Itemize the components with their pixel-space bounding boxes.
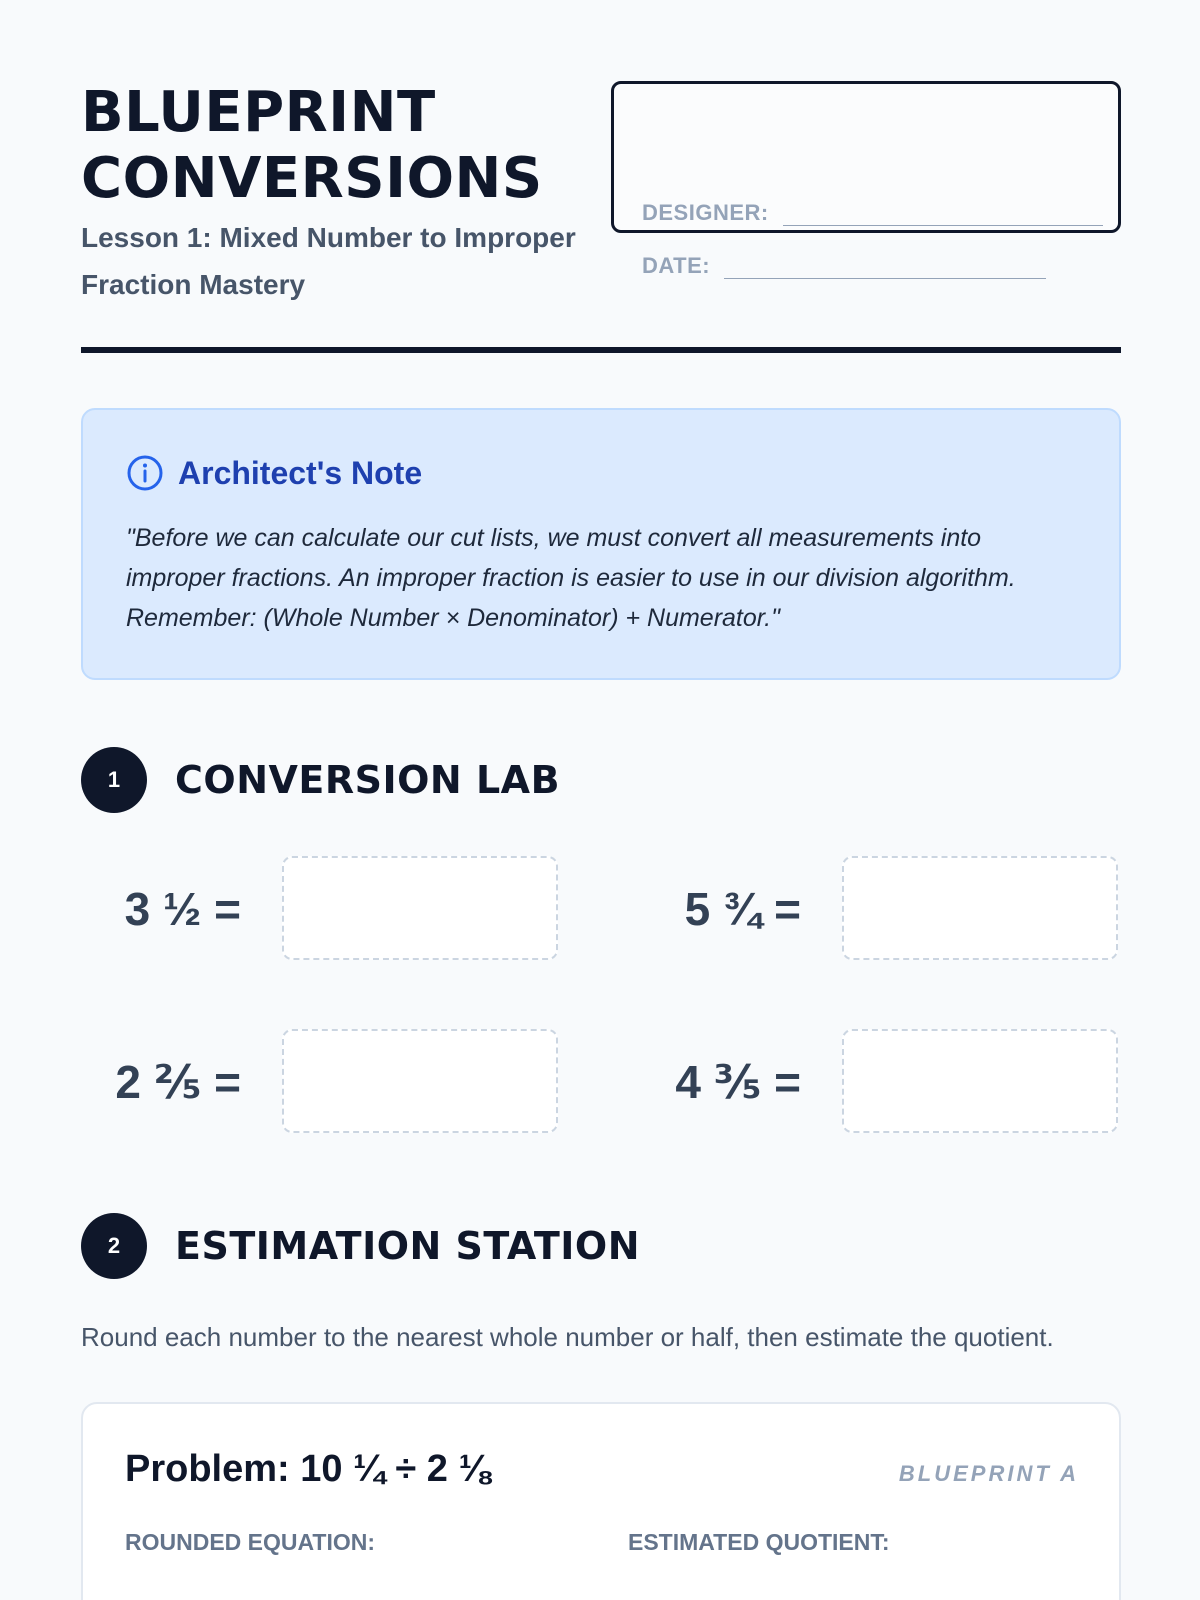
designer-label: DESIGNER: (642, 200, 769, 225)
section-title: ESTIMATION STATION (175, 1224, 641, 1268)
section-title: CONVERSION LAB (175, 758, 561, 802)
section-estimation-station (81, 1213, 640, 1279)
section-number-badge: 1 (81, 747, 147, 813)
answer-box[interactable] (842, 856, 1118, 960)
problem-label: 3 ½ = (124, 883, 241, 935)
designer-row (642, 200, 1103, 226)
page-subtitle: Lesson 1: Mixed Number to Improper Fraction Mastery (81, 222, 576, 300)
note-text: "Before we can calculate our cut lists, we must convert all measurements into improper fractions. An improper fraction is easier to use in our division algorithm. Remember: (Whole Number × Denominator) + Numerator." (126, 524, 1016, 632)
answer-box[interactable] (282, 856, 558, 960)
problem-label: 2 ⅖ = (115, 1056, 241, 1108)
problem-label: 4 ⅗ = (675, 1056, 801, 1108)
date-row (642, 253, 1046, 279)
section-number-badge: 2 (81, 1213, 147, 1279)
page-title (81, 80, 543, 212)
note-header (126, 454, 422, 492)
designer-date-box (611, 81, 1121, 278)
date-field[interactable] (724, 257, 1046, 279)
answer-box[interactable] (842, 1029, 1118, 1133)
date-label: DATE: (642, 253, 711, 278)
info-icon (126, 454, 164, 492)
title-line-1: BLUEPRINT (81, 80, 436, 145)
header-divider (81, 347, 1121, 353)
architect-note (81, 408, 1121, 680)
problem-label: 5 ¾ = (684, 883, 801, 935)
section-instructions: Round each number to the nearest whole number or half, then estimate the quotient. (81, 1322, 1054, 1352)
rounded-equation-label: ROUNDED EQUATION: (125, 1529, 376, 1555)
estimated-quotient-label: ESTIMATED QUOTIENT: (628, 1529, 890, 1555)
problem-title: Problem: 10 ¼ ÷ 2 ⅛ (125, 1448, 491, 1490)
worksheet-page (81, 0, 1121, 1600)
note-title: Architect's Note (178, 454, 423, 491)
problem-card (81, 1402, 1121, 1600)
answer-box[interactable] (282, 1029, 558, 1133)
designer-field[interactable] (783, 204, 1103, 226)
section-conversion-lab (81, 747, 560, 813)
blueprint-tag: BLUEPRINT A (898, 1461, 1079, 1486)
title-line-2: CONVERSIONS (81, 146, 543, 211)
